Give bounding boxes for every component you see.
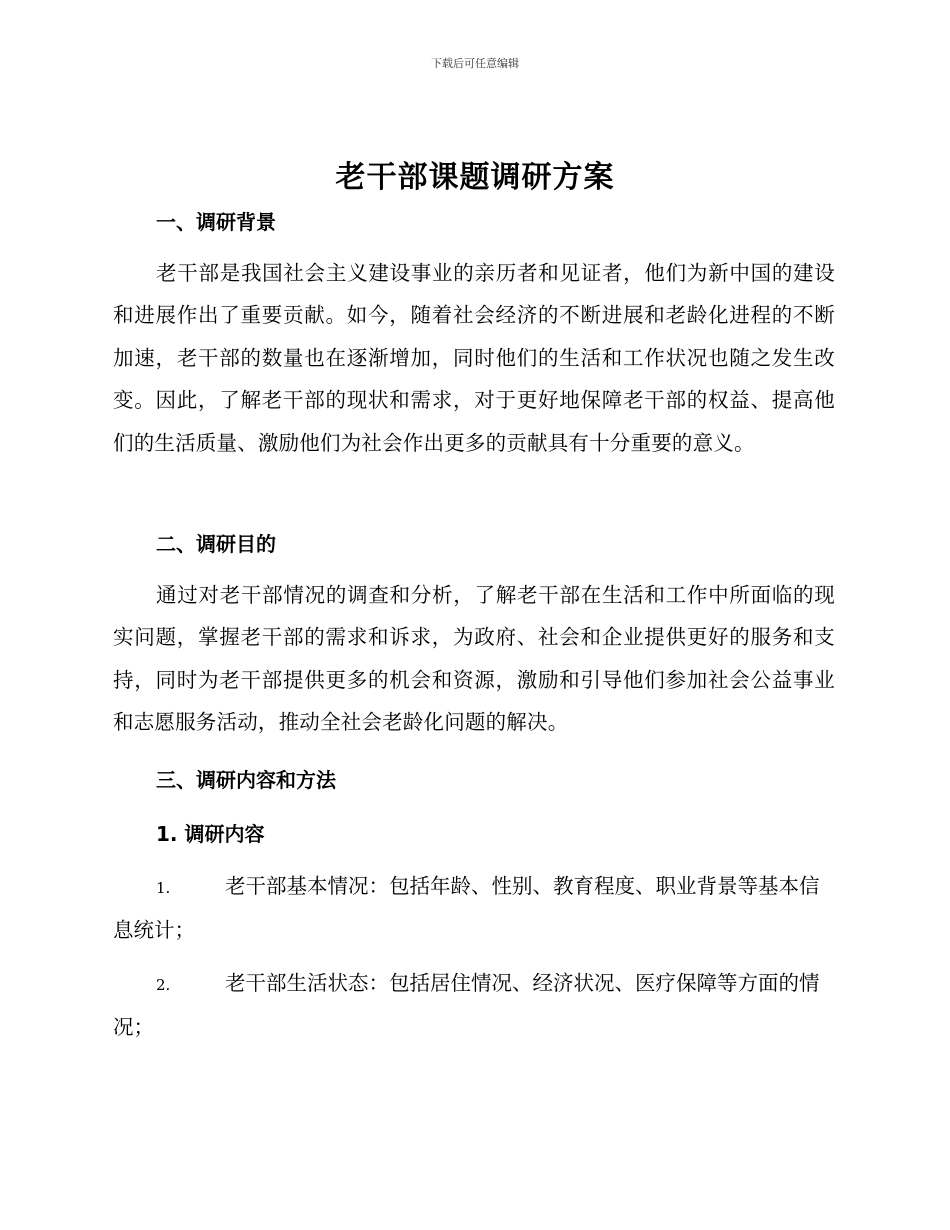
list-item-number: 2. xyxy=(156,976,171,994)
header-note: 下载后可任意编辑 xyxy=(431,57,519,70)
section-body-purpose xyxy=(113,574,835,744)
section-body-background xyxy=(113,252,835,464)
section-heading-purpose: 二、调研目的 xyxy=(156,532,276,556)
section-heading-content-method: 三、调研内容和方法 xyxy=(156,768,336,792)
paragraph-purpose: 通过对老干部情况的调查和分析，了解老干部在生活和工作中所面临的现实问题，掌握老干部的需求和诉求，为政府、社会和企业提供更好的服务和支持，同时为老干部提供更多的机会和资源，激励和引导他们参加社会公益事业和志愿服务活动，推动全社会老龄化问题的解决。 xyxy=(113,583,835,735)
subsection-heading-content: 1. 调研内容 xyxy=(156,822,265,846)
list-item xyxy=(113,962,835,1049)
list-item-text: 老干部基本情况：包括年龄、性别、教育程度、职业背景等基本信息统计； xyxy=(113,874,820,943)
list-item-number: 1. xyxy=(156,879,171,897)
section-heading-background: 一、调研背景 xyxy=(156,210,276,234)
list-item xyxy=(113,865,835,952)
list-item-text: 老干部生活状态：包括居住情况、经济状况、医疗保障等方面的情况； xyxy=(113,971,820,1040)
document-title: 老干部课题调研方案 xyxy=(335,160,615,195)
paragraph-background: 老干部是我国社会主义建设事业的亲历者和见证者，他们为新中国的建设和进展作出了重要贡献。如今，随着社会经济的不断进展和老龄化进程的不断加速，老干部的数量也在逐渐增加，同时他们的生活和工作状况也随之发生改变。因此，了解老干部的现状和需求，对于更好地保障老干部的权益、提高他们的生活质量、激励他们为社会作出更多的贡献具有十分重要的意义。 xyxy=(113,261,835,455)
